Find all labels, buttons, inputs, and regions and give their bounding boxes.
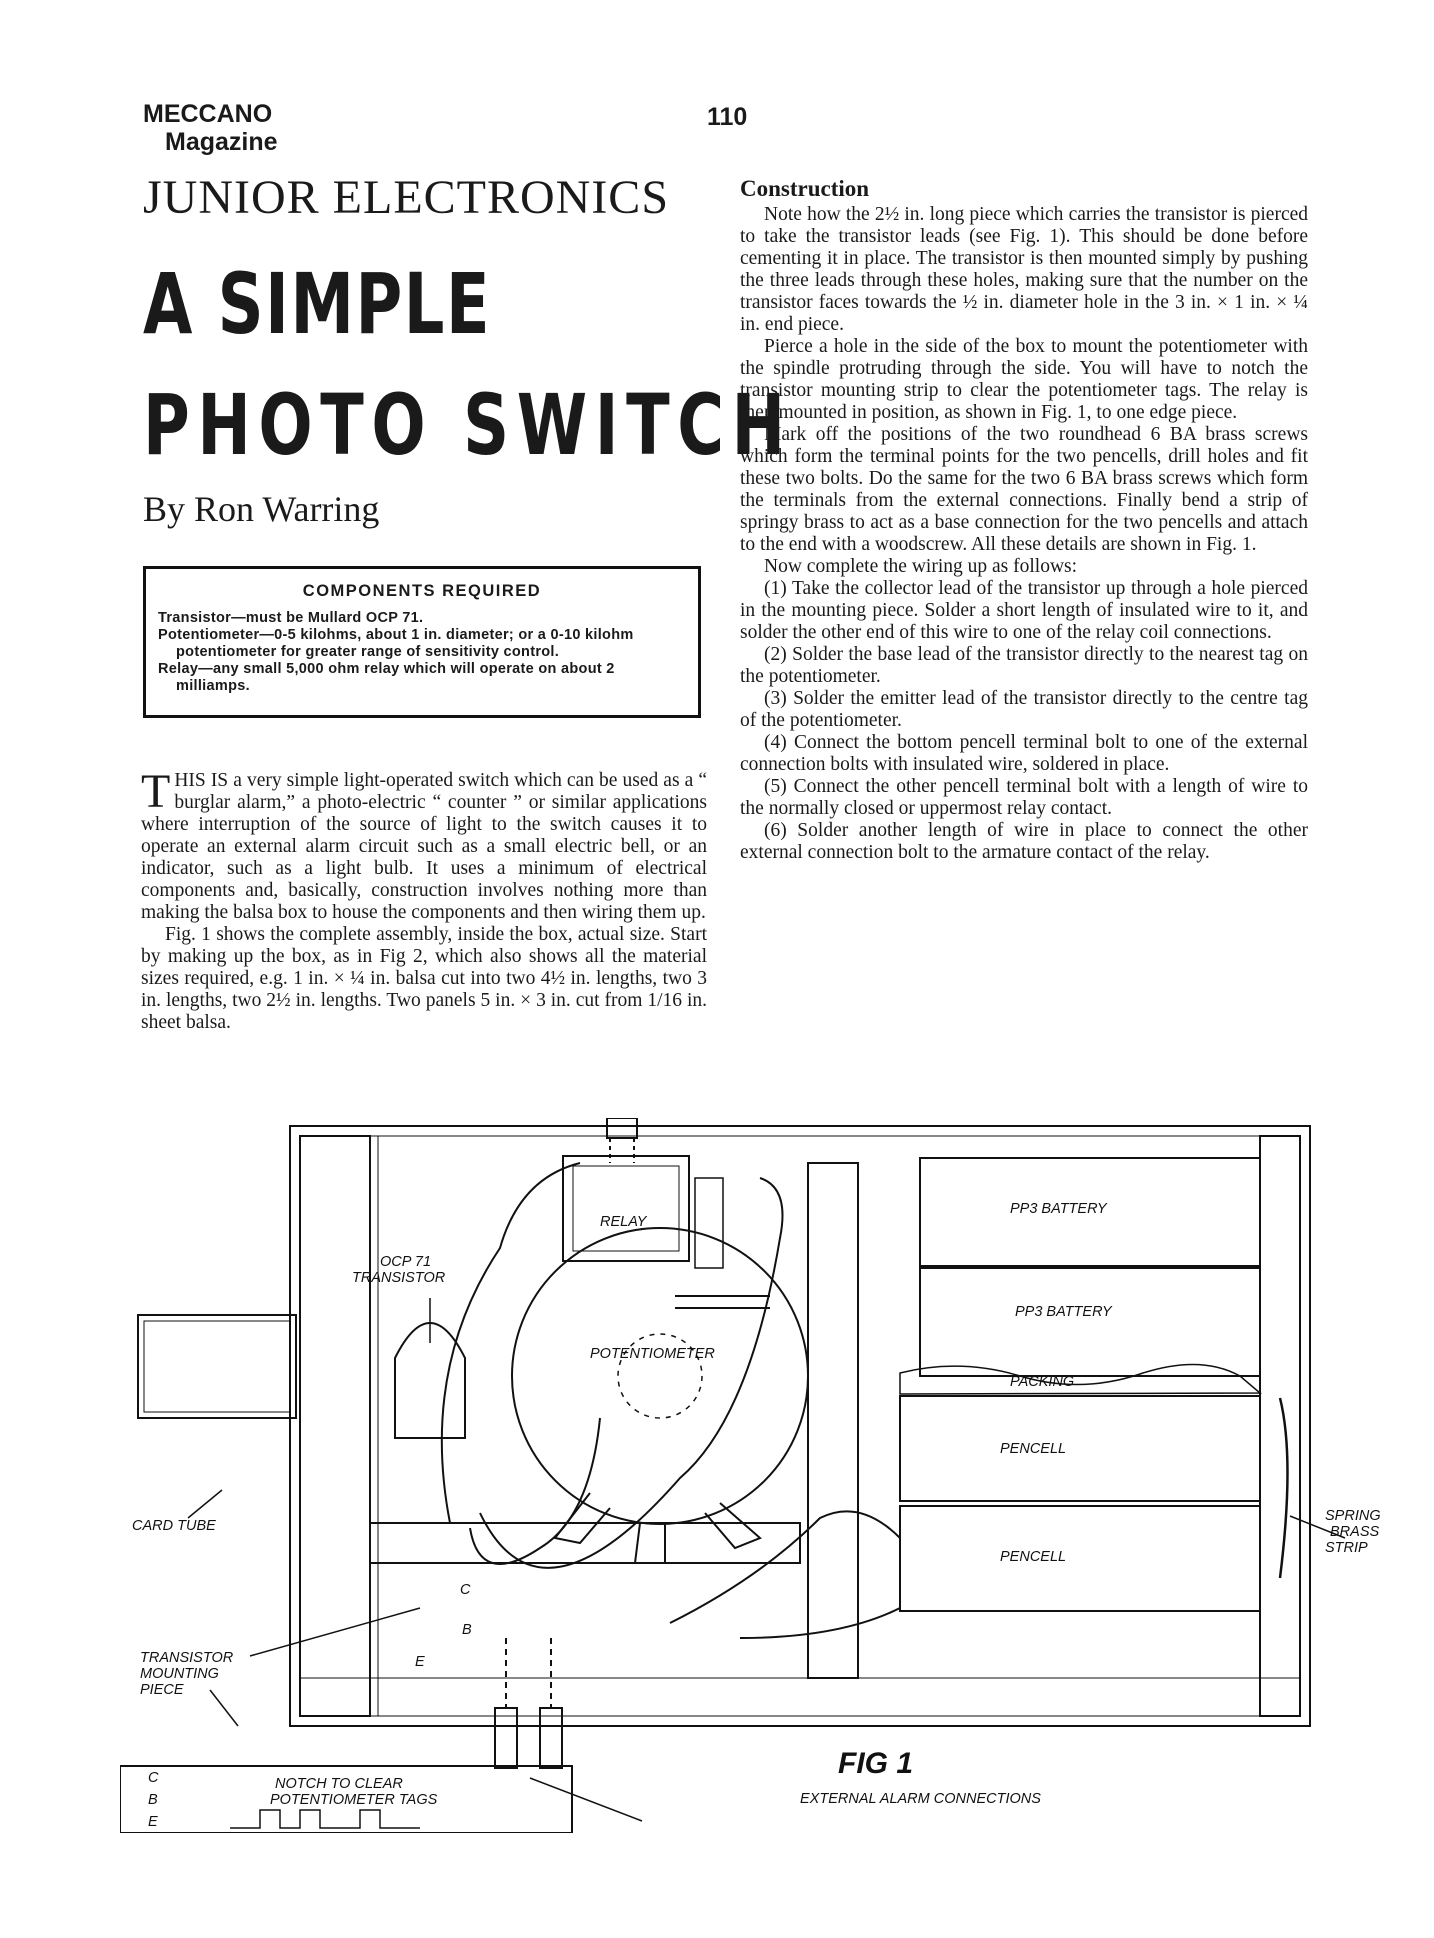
relay — [563, 1156, 689, 1261]
masthead-line1: MECCANO — [143, 100, 273, 128]
component-item: Transistor—must be Mullard OCP 71. — [158, 610, 424, 626]
wiring-step: (6) Solder another length of wire in place to connect the other external connection bolt to the armature contact of the relay. — [740, 820, 1308, 863]
inset-lead-b: B — [148, 1792, 158, 1808]
byline: By Ron Warring — [143, 489, 380, 529]
transistor-mounting-piece — [370, 1523, 800, 1563]
inset-lead-e: E — [148, 1814, 158, 1830]
label-mount-2: MOUNTING — [140, 1666, 219, 1682]
assembly-diagram — [120, 1118, 1430, 1833]
headline-line1: A SIMPLE — [143, 255, 492, 353]
terminal-2 — [540, 1708, 562, 1768]
label-battery-1: PP3 BATTERY — [1010, 1201, 1107, 1217]
label-battery-2: PP3 BATTERY — [1015, 1304, 1112, 1320]
label-transistor-type: OCP 71 — [380, 1254, 432, 1270]
components-box — [143, 566, 701, 718]
label-notch-1: NOTCH TO CLEAR — [275, 1776, 403, 1792]
label-spring-3: STRIP — [1325, 1540, 1368, 1556]
end-piece-left — [300, 1136, 370, 1716]
label-lead-b: B — [462, 1622, 472, 1638]
series-title: JUNIOR ELECTRONICS — [143, 171, 670, 224]
wiring-step: (1) Take the collector lead of the transistor up through a hole pierced in the mounting piece. Solder a short length of insulated wire to it, and solder the other end of this wire to one of the relay coil connections. — [740, 578, 1308, 643]
construction-heading: Construction — [740, 176, 870, 201]
terminal-1 — [495, 1708, 517, 1768]
label-notch-2: POTENTIOMETER TAGS — [270, 1792, 438, 1808]
intro-paragraph — [141, 765, 707, 924]
inset-lead-c: C — [148, 1770, 159, 1786]
label-packing: PACKING — [1010, 1374, 1075, 1390]
potentiometer — [512, 1228, 808, 1524]
divider — [808, 1163, 858, 1678]
construction-paragraph: Now complete the wiring up as follows: — [764, 556, 1078, 577]
spring-brass-strip — [1280, 1398, 1288, 1578]
headline-line2: PHOTO SWITCH — [143, 376, 793, 474]
drop-cap: T — [141, 765, 171, 818]
figure-title: FIG 1 — [838, 1747, 914, 1780]
component-item: Potentiometer—0-5 kilohms, about 1 in. diameter; or a 0-10 kilohm potentiometer for greater range of sensitivity control. — [158, 627, 634, 660]
label-spring-1: SPRING — [1325, 1508, 1381, 1524]
wiring-step: (3) Solder the emitter lead of the transistor directly to the centre tag of the potentiometer. — [740, 688, 1308, 731]
packing — [900, 1364, 1260, 1394]
component-item: Relay—any small 5,000 ohm relay which will operate on about 2 milliamps. — [158, 661, 615, 694]
construction-column — [740, 176, 1308, 864]
card-tube — [138, 1315, 296, 1418]
figure-1 — [120, 1118, 1430, 1833]
label-mount-1: TRANSISTOR — [140, 1650, 234, 1666]
wiring-step: (2) Solder the base lead of the transistor directly to the nearest tag on the potentiometer. — [740, 644, 1308, 687]
label-external-alarm: EXTERNAL ALARM CONNECTIONS — [800, 1791, 1041, 1807]
label-pencell-1: PENCELL — [1000, 1441, 1067, 1457]
intro-column — [141, 765, 707, 1034]
label-mount-3: PIECE — [140, 1682, 184, 1698]
wiring-step: (4) Connect the bottom pencell terminal bolt to one of the external connection bolts with insulated wire, soldered in place. — [740, 732, 1308, 775]
construction-paragraph: Pierce a hole in the side of the box to mount the potentiometer with the spindle protruding through the side. You will have to notch the transistor mounting strip to clear the potentiometer tags. The relay is then mounted in position, as shown in Fig. 1, to one edge piece. — [740, 336, 1308, 423]
intro-text: HIS IS a very simple light-operated switch which can be used as a “ burglar alarm,” a photo-electric “ counter ” or similar applications where interruption of the source of light to the switch causes it to operate an external alarm circuit such as a small electric bell, or an indicator, such as a light bulb. It uses a minimum of electrical components and, basically, construction involves nothing more than making the balsa box to house the components and then wiring them up. — [141, 770, 707, 923]
label-relay: RELAY — [600, 1214, 647, 1230]
battery-2 — [920, 1268, 1260, 1376]
label-card-tube: CARD TUBE — [132, 1518, 216, 1534]
label-transistor: TRANSISTOR — [352, 1270, 446, 1286]
masthead — [143, 100, 278, 156]
label-lead-e: E — [415, 1654, 425, 1670]
components-title: COMPONENTS REQUIRED — [302, 582, 542, 600]
construction-paragraph: Note how the 2½ in. long piece which carries the transistor is pierced to take the transistor leads (see Fig. 1). This should be done before cementing it in place. The transistor is then mounted simply by pushing the three leads through these holes, making sure that the number on the transistor faces towards the ½ in. diameter hole in the 3 in. × 1 in. × ¼ in. end piece. — [740, 204, 1308, 335]
intro-paragraph-2: Fig. 1 shows the complete assembly, inside the box, actual size. Start by making up the box, as in Fig 2, which also shows all the material sizes required, e.g. 1 in. × ¼ in. balsa cut into two 4½ in. lengths, two 3 in. lengths, two 2½ in. lengths. Two panels 5 in. × 3 in. cut from 1/16 in. sheet balsa. — [141, 924, 707, 1033]
label-potentiometer: POTENTIOMETER — [590, 1346, 715, 1362]
construction-paragraph: Mark off the positions of the two roundhead 6 BA brass screws which form the terminal points for the two pencells, drill holes and fit these two bolts. Do the same for the two 6 BA brass screws which form the terminals from the external connections. Finally bend a strip of springy brass to act as a base connection for the two pencells and attach to the end with a woodscrew. All these details are shown in Fig. 1. — [740, 424, 1308, 555]
label-pencell-2: PENCELL — [1000, 1549, 1067, 1565]
label-lead-c: C — [460, 1582, 471, 1598]
pencell-2 — [900, 1506, 1260, 1611]
pencell-1 — [900, 1396, 1260, 1501]
page-number: 110 — [707, 103, 748, 131]
masthead-line2: Magazine — [165, 128, 278, 156]
wiring-step: (5) Connect the other pencell terminal bolt with a length of wire to the normally closed or uppermost relay contact. — [740, 776, 1308, 819]
end-piece-right — [1260, 1136, 1300, 1716]
label-spring-2: BRASS — [1330, 1524, 1380, 1540]
